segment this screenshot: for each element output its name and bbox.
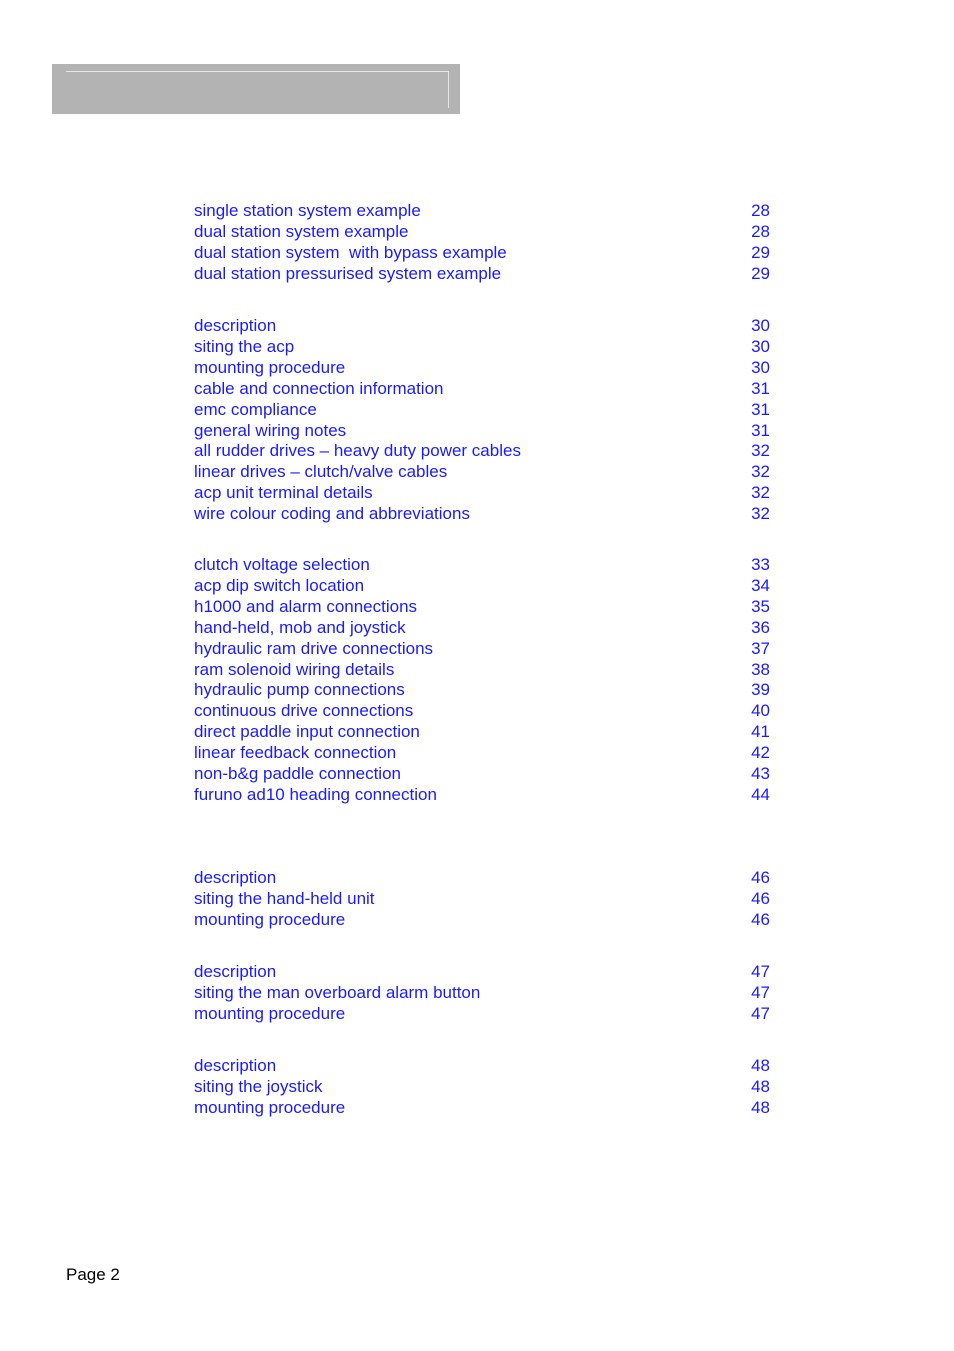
toc-entry-page-number: 47 <box>751 962 770 981</box>
toc-entry-page-number: 30 <box>751 357 770 377</box>
toc-entry-page-number: 44 <box>751 784 770 804</box>
toc-entry-title: description <box>194 1056 277 1075</box>
toc-entry[interactable] <box>194 336 772 357</box>
toc-entry-title: hydraulic pump connections <box>194 680 405 700</box>
toc-entry[interactable] <box>194 888 772 909</box>
toc-entry[interactable] <box>194 399 772 420</box>
toc-entry[interactable] <box>194 1076 772 1097</box>
toc-entry-page-number: 42 <box>751 743 770 763</box>
toc-entry[interactable] <box>194 1097 772 1118</box>
toc-entry[interactable] <box>194 221 772 242</box>
toc-entry-title: dual station pressurised system example <box>194 263 502 283</box>
toc-entry[interactable] <box>194 867 772 888</box>
toc-entry-page-number: 38 <box>751 659 770 679</box>
toc-entry[interactable] <box>194 357 772 378</box>
toc-entry-page-number: 33 <box>751 555 770 574</box>
toc-entry-title: hydraulic ram drive connections <box>194 638 434 658</box>
toc-entry-page-number: 40 <box>751 701 770 721</box>
toc-entry-page-number: 36 <box>751 617 770 637</box>
toc-entry-page-number: 31 <box>751 399 770 419</box>
toc-entry-title: siting the man overboard alarm button <box>194 982 481 1002</box>
toc-entry[interactable] <box>194 961 772 982</box>
toc-entry-title: wire colour coding and abbreviations <box>194 504 470 524</box>
toc-entry[interactable] <box>194 679 772 700</box>
toc-entry-title: linear feedback connection <box>194 743 397 763</box>
toc-entry-page-number: 47 <box>751 982 770 1002</box>
toc-entry[interactable] <box>194 617 772 638</box>
toc-entry-page-number: 28 <box>751 201 770 220</box>
toc-entry-title: acp dip switch location <box>194 575 365 595</box>
toc-entry[interactable] <box>194 263 772 284</box>
toc-entry-page-number: 41 <box>751 722 770 742</box>
toc-entry-page-number: 43 <box>751 764 770 783</box>
toc-entry[interactable] <box>194 982 772 1003</box>
toc-entry-title: clutch voltage selection <box>194 555 370 574</box>
toc-entry[interactable] <box>194 503 772 524</box>
toc-entry-page-number: 46 <box>751 909 770 929</box>
toc-entry-title: mounting procedure <box>194 1003 346 1023</box>
toc-entry[interactable] <box>194 909 772 930</box>
toc-entry-page-number: 30 <box>751 316 770 335</box>
toc-entry-page-number: 31 <box>751 420 770 440</box>
toc-entry-page-number: 46 <box>751 868 770 887</box>
toc-entry-page-number: 32 <box>751 462 770 482</box>
toc-entry[interactable] <box>194 1003 772 1024</box>
toc-entry-title: siting the acp <box>194 336 295 356</box>
toc-entry-page-number: 28 <box>751 221 770 241</box>
toc-entry-title: mounting procedure <box>194 909 346 929</box>
toc-entry-page-number: 34 <box>751 575 770 595</box>
toc-entry[interactable] <box>194 575 772 596</box>
toc-entry-page-number: 32 <box>751 504 770 524</box>
toc-entry-title: linear drives – clutch/valve cables <box>194 462 448 482</box>
toc-entry[interactable] <box>194 440 772 461</box>
toc-entry[interactable] <box>194 596 772 617</box>
toc-entry-title: description <box>194 962 277 981</box>
toc-entry-title: mounting procedure <box>194 357 346 377</box>
toc-entry-title: description <box>194 868 277 887</box>
toc-entry-page-number: 39 <box>751 680 770 700</box>
toc-entry-page-number: 46 <box>751 888 770 908</box>
toc-entry[interactable] <box>194 700 772 721</box>
toc-entry[interactable] <box>194 420 772 441</box>
toc-entry-title: general wiring notes <box>194 420 347 440</box>
toc-entry[interactable] <box>194 315 772 336</box>
toc-entry-title: siting the hand-held unit <box>194 888 375 908</box>
toc-entry-title: siting the joystick <box>194 1076 323 1096</box>
header-bar-inner-frame <box>66 71 449 108</box>
toc-entry-page-number: 47 <box>751 1003 770 1023</box>
toc-entry[interactable] <box>194 659 772 680</box>
toc-entry-page-number: 32 <box>751 483 770 503</box>
toc-entry-page-number: 29 <box>751 242 770 262</box>
toc-entry-page-number: 29 <box>751 263 770 283</box>
toc-entry-title: cable and connection information <box>194 378 444 398</box>
toc-entry[interactable] <box>194 763 772 784</box>
toc-entry[interactable] <box>194 378 772 399</box>
toc-entry[interactable] <box>194 482 772 503</box>
toc-entry[interactable] <box>194 721 772 742</box>
toc-entry-title: continuous drive connections <box>194 701 414 721</box>
toc-entry-title: description <box>194 316 277 335</box>
header-bar <box>52 64 460 114</box>
toc-entry-title: non-b&g paddle connection <box>194 764 401 783</box>
toc-entry[interactable] <box>194 461 772 482</box>
toc-entry-title: ram solenoid wiring details <box>194 659 395 679</box>
toc-entry-page-number: 31 <box>751 378 770 398</box>
toc-entry-page-number: 37 <box>751 638 770 658</box>
toc-entry-title: dual station system example <box>194 221 409 241</box>
toc-entry-title: single station system example <box>194 201 421 220</box>
toc-entry-title: emc compliance <box>194 399 317 419</box>
toc-entry-page-number: 48 <box>751 1076 770 1096</box>
toc-entry[interactable] <box>194 638 772 659</box>
toc-entry[interactable] <box>194 200 772 221</box>
toc-entry[interactable] <box>194 1055 772 1076</box>
toc-entry-title: h1000 and alarm connections <box>194 596 418 616</box>
toc-entry[interactable] <box>194 554 772 575</box>
toc-entry-page-number: 48 <box>751 1097 770 1117</box>
toc-entry-title: furuno ad10 heading connection <box>194 784 437 804</box>
toc-entry-page-number: 30 <box>751 336 770 356</box>
toc-entry[interactable] <box>194 742 772 763</box>
toc-entry-page-number: 32 <box>751 441 770 461</box>
toc-entry-title: mounting procedure <box>194 1097 346 1117</box>
toc-entry-title: direct paddle input connection <box>194 722 420 742</box>
toc-entry-page-number: 48 <box>751 1056 770 1075</box>
page-number: Page 2 <box>66 1265 120 1284</box>
toc-entry[interactable] <box>194 242 772 263</box>
toc-entry-title: acp unit terminal details <box>194 483 373 503</box>
toc-entry-title: hand-held, mob and joystick <box>194 617 406 637</box>
toc-entry-title: all rudder drives – heavy duty power cables <box>194 441 521 461</box>
toc-entry-title: dual station system with bypass example <box>194 242 507 262</box>
toc-entry[interactable] <box>194 784 772 805</box>
toc-entry-page-number: 35 <box>751 596 770 616</box>
